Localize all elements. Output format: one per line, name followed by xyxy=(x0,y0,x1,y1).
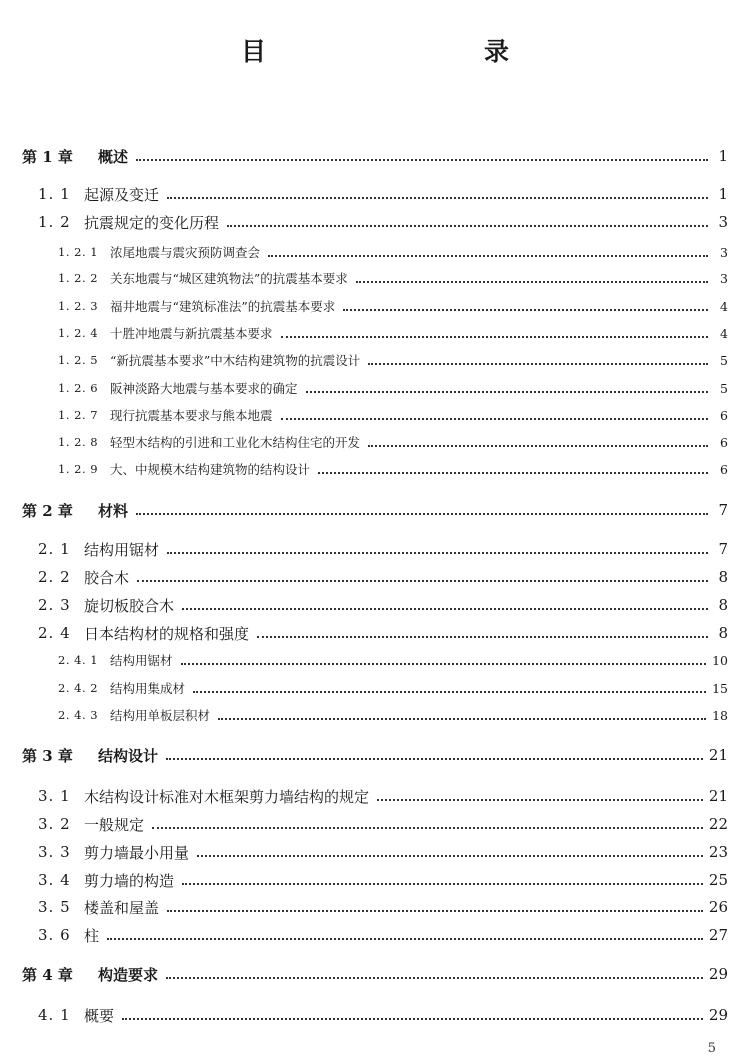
toc-subsection-entry[interactable] xyxy=(0,374,750,402)
dot-leader xyxy=(136,158,708,161)
toc-entry-number: 2. 4. 1 xyxy=(58,653,99,667)
toc-entry-title: 抗震规定的变化历程 xyxy=(84,213,220,232)
toc-entry-title: 浓尾地震与震灾预防调查会 xyxy=(110,245,261,260)
dot-leader xyxy=(227,224,708,227)
toc-subsection-entry[interactable] xyxy=(0,646,750,674)
toc-entry-page: 3 xyxy=(720,270,728,286)
toc-entry-page: 3 xyxy=(718,213,728,231)
toc-entry-title: 结构设计 xyxy=(98,746,159,765)
toc-chapter-entry[interactable] xyxy=(0,142,750,170)
toc-entry-number: 3. 6 xyxy=(38,926,71,944)
toc-entry-title: 关东地震与“城区建筑物法”的抗震基本要求 xyxy=(110,271,348,286)
toc-entry-page: 10 xyxy=(712,652,728,668)
dot-leader xyxy=(268,254,708,257)
toc-chapter-entry[interactable] xyxy=(0,741,750,769)
dot-leader xyxy=(152,826,703,829)
toc-entry-page: 6 xyxy=(720,407,728,423)
dot-leader xyxy=(281,417,708,420)
toc-subsection-entry[interactable] xyxy=(0,674,750,702)
toc-entry-number: 1. 2. 1 xyxy=(58,245,99,259)
dot-leader xyxy=(167,551,708,554)
toc-entry-page: 6 xyxy=(720,434,728,450)
dot-leader xyxy=(166,757,703,760)
toc-section-entry[interactable] xyxy=(0,921,750,949)
dot-leader xyxy=(377,798,703,801)
toc-entry-page: 29 xyxy=(708,965,728,983)
dot-leader xyxy=(257,635,708,638)
dot-leader xyxy=(137,579,708,582)
toc-entry-number: 2. 4 xyxy=(38,624,71,642)
toc-entry-number: 4. 1 xyxy=(38,1006,71,1024)
toc-entry-number: 3. 1 xyxy=(38,787,71,805)
toc-entry-title: 柱 xyxy=(84,926,100,945)
toc-entry-title: “新抗震基本要求”中木结构建筑物的抗震设计 xyxy=(110,353,361,368)
toc-entry-title: 结构用锯材 xyxy=(110,653,173,668)
toc-entry-number: 2. 2 xyxy=(38,568,71,586)
toc-entry-title: 轻型木结构的引进和工业化木结构住宅的开发 xyxy=(110,435,361,450)
toc-entry-number: 2. 3 xyxy=(38,596,71,614)
toc-entry-page: 5 xyxy=(720,352,728,368)
toc-section-entry[interactable] xyxy=(0,619,750,647)
dot-leader xyxy=(136,512,708,515)
toc-entry-number: 1. 1 xyxy=(38,185,71,203)
toc-entry-number: 1. 2 xyxy=(38,213,71,231)
toc-entry-number: 1. 2. 3 xyxy=(58,299,99,313)
toc-section-entry[interactable] xyxy=(0,591,750,619)
toc-entry-page: 8 xyxy=(718,568,728,586)
toc-entry-number: 第 4 章 xyxy=(22,965,73,984)
toc-entry-page: 3 xyxy=(720,244,728,260)
dot-leader xyxy=(107,937,703,940)
dot-leader xyxy=(182,607,708,610)
toc-entry-number: 2. 4. 3 xyxy=(58,708,99,722)
toc-entry-number: 第 3 章 xyxy=(22,746,73,765)
toc-entry-page: 23 xyxy=(708,843,728,861)
dot-leader xyxy=(167,196,708,199)
dot-leader xyxy=(122,1017,703,1020)
toc-chapter-entry[interactable] xyxy=(0,496,750,524)
toc-section-entry[interactable] xyxy=(0,782,750,810)
toc-entry-number: 3. 4 xyxy=(38,871,71,889)
toc-entry-page: 25 xyxy=(708,871,728,889)
toc-entry-title: 结构用单板层积材 xyxy=(110,708,211,723)
toc-entry-page: 8 xyxy=(718,596,728,614)
dot-leader xyxy=(218,717,706,720)
dot-leader xyxy=(167,909,703,912)
toc-entry-page: 7 xyxy=(718,501,728,519)
toc-entry-title: 大、中规模木结构建筑物的结构设计 xyxy=(110,462,311,477)
toc-entry-page: 21 xyxy=(708,787,728,805)
dot-leader xyxy=(193,690,706,693)
dot-leader xyxy=(368,362,708,365)
toc-entry-page: 1 xyxy=(718,185,728,203)
toc-entry-page: 21 xyxy=(708,746,728,764)
toc-entry-number: 1. 2. 9 xyxy=(58,462,99,476)
toc-entry-number: 3. 5 xyxy=(38,898,71,916)
toc-entry-number: 3. 2 xyxy=(38,815,71,833)
toc-entry-title: 概述 xyxy=(98,147,129,166)
toc-entry-title: 楼盖和屋盖 xyxy=(84,898,160,917)
toc-entry-page: 18 xyxy=(712,707,728,723)
toc-entry-number: 1. 2. 5 xyxy=(58,353,99,367)
toc-entry-title: 一般规定 xyxy=(84,815,145,834)
toc-entry-page: 4 xyxy=(720,325,728,341)
toc-entry-page: 26 xyxy=(708,898,728,916)
toc-entry-title: 概要 xyxy=(84,1006,115,1025)
dot-leader xyxy=(166,976,703,979)
toc-subsection-entry[interactable] xyxy=(0,455,750,483)
toc-entry-number: 2. 1 xyxy=(38,540,71,558)
toc-subsection-entry[interactable] xyxy=(0,701,750,729)
toc-entry-page: 29 xyxy=(708,1006,728,1024)
dot-leader xyxy=(343,308,708,311)
toc-entry-number: 1. 2. 8 xyxy=(58,435,99,449)
toc-entry-number: 1. 2. 2 xyxy=(58,271,99,285)
toc-entry-title: 起源及变迁 xyxy=(84,185,160,204)
toc-entry-title: 结构用集成材 xyxy=(110,681,186,696)
toc-section-entry[interactable] xyxy=(0,180,750,208)
toc-chapter-entry[interactable] xyxy=(0,960,750,988)
dot-leader xyxy=(197,854,703,857)
toc-entry-title: 阪神淡路大地震与基本要求的确定 xyxy=(110,381,298,396)
toc-subsection-entry[interactable] xyxy=(0,264,750,292)
toc-entry-title: 日本结构材的规格和强度 xyxy=(84,624,250,643)
dot-leader xyxy=(181,662,707,665)
dot-leader xyxy=(306,390,708,393)
toc-section-entry[interactable] xyxy=(0,838,750,866)
toc-entry-title: 剪力墙的构造 xyxy=(84,871,175,890)
toc-subsection-entry[interactable] xyxy=(0,428,750,456)
toc-entry-page: 1 xyxy=(718,147,728,165)
toc-entry-number: 1. 2. 4 xyxy=(58,326,99,340)
toc-entry-title: 现行抗震基本要求与熊本地震 xyxy=(110,408,273,423)
toc-entry-number: 3. 3 xyxy=(38,843,71,861)
toc-entry-number: 1. 2. 7 xyxy=(58,408,99,422)
page-title: 目 录 xyxy=(240,37,565,66)
toc-section-entry[interactable] xyxy=(0,810,750,838)
dot-leader xyxy=(356,280,708,283)
toc-entry-number: 2. 4. 2 xyxy=(58,681,99,695)
toc-subsection-entry[interactable] xyxy=(0,238,750,266)
toc-entry-title: 结构用锯材 xyxy=(84,540,160,559)
toc-section-entry[interactable] xyxy=(0,1001,750,1029)
toc-section-entry[interactable] xyxy=(0,563,750,591)
toc-entry-title: 构造要求 xyxy=(98,965,159,984)
dot-leader xyxy=(182,882,703,885)
toc-entry-title: 旋切板胶合木 xyxy=(84,596,175,615)
toc-entry-title: 木结构设计标准对木框架剪力墙结构的规定 xyxy=(84,787,370,806)
toc-subsection-entry[interactable] xyxy=(0,319,750,347)
toc-entry-title: 剪力墙最小用量 xyxy=(84,843,190,862)
toc-entry-title: 福井地震与“建筑标准法”的抗震基本要求 xyxy=(110,299,336,314)
dot-leader xyxy=(368,444,708,447)
toc-entry-number: 1. 2. 6 xyxy=(58,381,99,395)
toc-entry-title: 十胜冲地震与新抗震基本要求 xyxy=(110,326,273,341)
toc-section-entry[interactable] xyxy=(0,208,750,236)
page-number: 5 xyxy=(707,1041,716,1056)
toc-entry-title: 材料 xyxy=(98,501,129,520)
toc-subsection-entry[interactable] xyxy=(0,346,750,374)
toc-entry-title: 胶合木 xyxy=(84,568,130,587)
toc-entry-page: 4 xyxy=(720,298,728,314)
toc-subsection-entry[interactable] xyxy=(0,401,750,429)
toc-entry-page: 5 xyxy=(720,380,728,396)
toc-entry-page: 6 xyxy=(720,461,728,477)
toc-section-entry[interactable] xyxy=(0,893,750,921)
toc-entry-page: 15 xyxy=(712,680,728,696)
toc-entry-number: 第 1 章 xyxy=(22,147,73,166)
toc-section-entry[interactable] xyxy=(0,866,750,894)
toc-entry-page: 7 xyxy=(718,540,728,558)
toc-entry-page: 22 xyxy=(708,815,728,833)
toc-entry-page: 8 xyxy=(718,624,728,642)
toc-subsection-entry[interactable] xyxy=(0,292,750,320)
dot-leader xyxy=(281,335,708,338)
toc-entry-number: 第 2 章 xyxy=(22,501,73,520)
toc-section-entry[interactable] xyxy=(0,535,750,563)
dot-leader xyxy=(318,471,708,474)
toc-entry-page: 27 xyxy=(708,926,728,944)
